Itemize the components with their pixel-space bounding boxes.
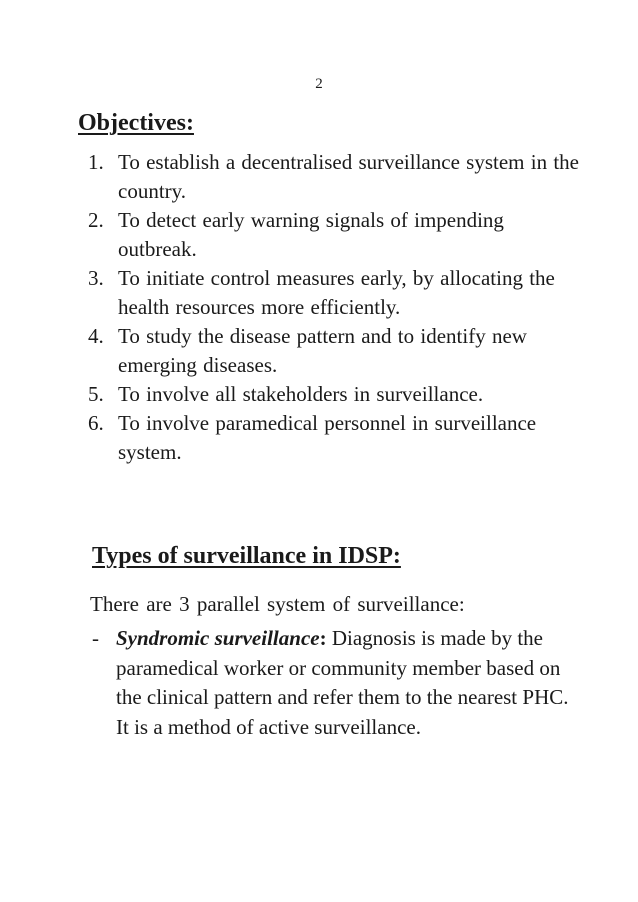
list-item [88,148,588,206]
item-text: To study the disease pattern and to identify new emerging diseases. [118,324,527,377]
type-description [116,624,572,742]
types-intro: There are 3 parallel system of surveillance: [90,592,465,616]
item-number: 4. [88,324,104,348]
type-text: Diagnosis is made by the paramedical worker or community member based on the clinical pattern and refer them to the nearest PHC. It is a method of active surveillance. [116,626,569,739]
types-list [92,624,572,742]
item-number: 2. [88,208,104,232]
item-number: 5. [88,382,104,406]
objectives-list [88,148,588,467]
item-number: 3. [88,266,104,290]
item-text: To initiate control measures early, by allocating the health resources more efficiently. [118,266,555,319]
item-text: To involve all stakeholders in surveillance. [118,382,484,406]
item-text: To establish a decentralised surveillance system in the country. [118,150,579,203]
list-item [88,409,588,467]
list-item [88,380,588,409]
item-number: 6. [88,411,104,435]
objectives-heading: Objectives: [78,110,194,136]
item-number: 1. [88,150,104,174]
item-text: To detect early warning signals of impending outbreak. [118,208,504,261]
list-item [92,624,572,742]
list-item [88,264,588,322]
types-heading: Types of surveillance in IDSP: [92,543,401,569]
list-item [88,206,588,264]
type-colon: : [319,626,327,650]
list-item [88,322,588,380]
dash-bullet: - [92,626,99,650]
page-number: 2 [315,76,323,92]
type-name: Syndromic surveillance [116,626,320,650]
item-text: To involve paramedical personnel in surveillance system. [118,411,537,464]
